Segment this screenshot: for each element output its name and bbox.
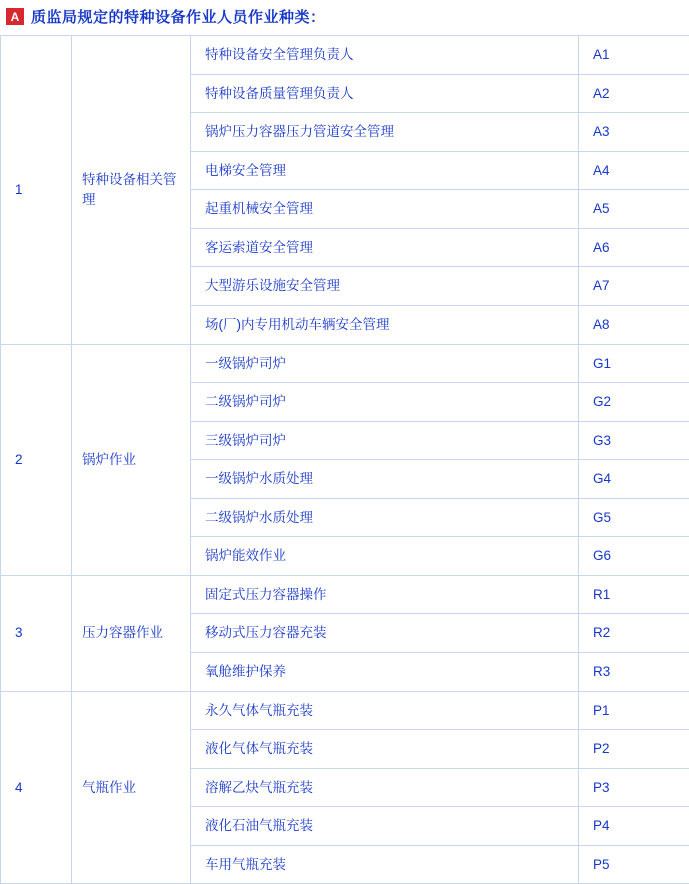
table-body <box>1 36 689 884</box>
occupation-name-cell: 锅炉能效作业 <box>191 537 579 576</box>
table-row <box>1 691 689 730</box>
occupation-name-cell: 三级锅炉司炉 <box>191 421 579 460</box>
occupation-name-cell: 车用气瓶充装 <box>191 845 579 884</box>
occupation-code-cell: P5 <box>579 845 689 884</box>
table-row <box>1 344 689 383</box>
occupation-name-cell: 锅炉压力容器压力管道安全管理 <box>191 113 579 152</box>
occupation-code-cell: G1 <box>579 344 689 383</box>
occupation-code-cell: G4 <box>579 460 689 499</box>
page-title-text: 质监局规定的特种设备作业人员作业种类： <box>31 6 326 27</box>
occupation-code-cell: R2 <box>579 614 689 653</box>
occupation-name-cell: 特种设备质量管理负责人 <box>191 74 579 113</box>
page-title <box>0 0 689 35</box>
occupation-code-cell: A8 <box>579 305 689 344</box>
group-category-cell: 气瓶作业 <box>72 691 191 884</box>
occupation-code-cell: A6 <box>579 228 689 267</box>
occupation-name-cell: 客运索道安全管理 <box>191 228 579 267</box>
group-category-cell: 锅炉作业 <box>72 344 191 575</box>
occupation-code-cell: G6 <box>579 537 689 576</box>
occupation-name-cell: 大型游乐设施安全管理 <box>191 267 579 306</box>
occupation-name-cell: 二级锅炉司炉 <box>191 383 579 422</box>
occupation-name-cell: 固定式压力容器操作 <box>191 575 579 614</box>
occupation-name-cell: 永久气体气瓶充装 <box>191 691 579 730</box>
group-category-cell: 特种设备相关管理 <box>72 36 191 345</box>
group-category-cell: 压力容器作业 <box>72 575 191 691</box>
occupation-name-cell: 场(厂)内专用机动车辆安全管理 <box>191 305 579 344</box>
occupation-name-cell: 特种设备安全管理负责人 <box>191 36 579 75</box>
section-badge-icon: A <box>6 8 24 25</box>
occupation-name-cell: 电梯安全管理 <box>191 151 579 190</box>
occupation-code-cell: G5 <box>579 498 689 537</box>
occupation-code-cell: A1 <box>579 36 689 75</box>
occupation-name-cell: 液化石油气瓶充装 <box>191 807 579 846</box>
occupation-category-table <box>0 35 689 884</box>
occupation-name-cell: 液化气体气瓶充装 <box>191 730 579 769</box>
occupation-code-cell: R3 <box>579 653 689 692</box>
occupation-code-cell: P4 <box>579 807 689 846</box>
group-index-cell: 4 <box>1 691 72 884</box>
occupation-name-cell: 移动式压力容器充装 <box>191 614 579 653</box>
group-index-cell: 2 <box>1 344 72 575</box>
table-row <box>1 36 689 75</box>
occupation-code-cell: A3 <box>579 113 689 152</box>
occupation-name-cell: 二级锅炉水质处理 <box>191 498 579 537</box>
group-index-cell: 3 <box>1 575 72 691</box>
group-index-cell: 1 <box>1 36 72 345</box>
occupation-code-cell: A2 <box>579 74 689 113</box>
occupation-code-cell: G2 <box>579 383 689 422</box>
occupation-name-cell: 一级锅炉水质处理 <box>191 460 579 499</box>
occupation-name-cell: 起重机械安全管理 <box>191 190 579 229</box>
occupation-name-cell: 溶解乙炔气瓶充装 <box>191 768 579 807</box>
table-row <box>1 575 689 614</box>
occupation-code-cell: G3 <box>579 421 689 460</box>
occupation-code-cell: P3 <box>579 768 689 807</box>
occupation-name-cell: 一级锅炉司炉 <box>191 344 579 383</box>
occupation-name-cell: 氧舱维护保养 <box>191 653 579 692</box>
occupation-code-cell: R1 <box>579 575 689 614</box>
occupation-code-cell: A4 <box>579 151 689 190</box>
occupation-code-cell: A5 <box>579 190 689 229</box>
occupation-code-cell: P2 <box>579 730 689 769</box>
occupation-code-cell: P1 <box>579 691 689 730</box>
occupation-code-cell: A7 <box>579 267 689 306</box>
